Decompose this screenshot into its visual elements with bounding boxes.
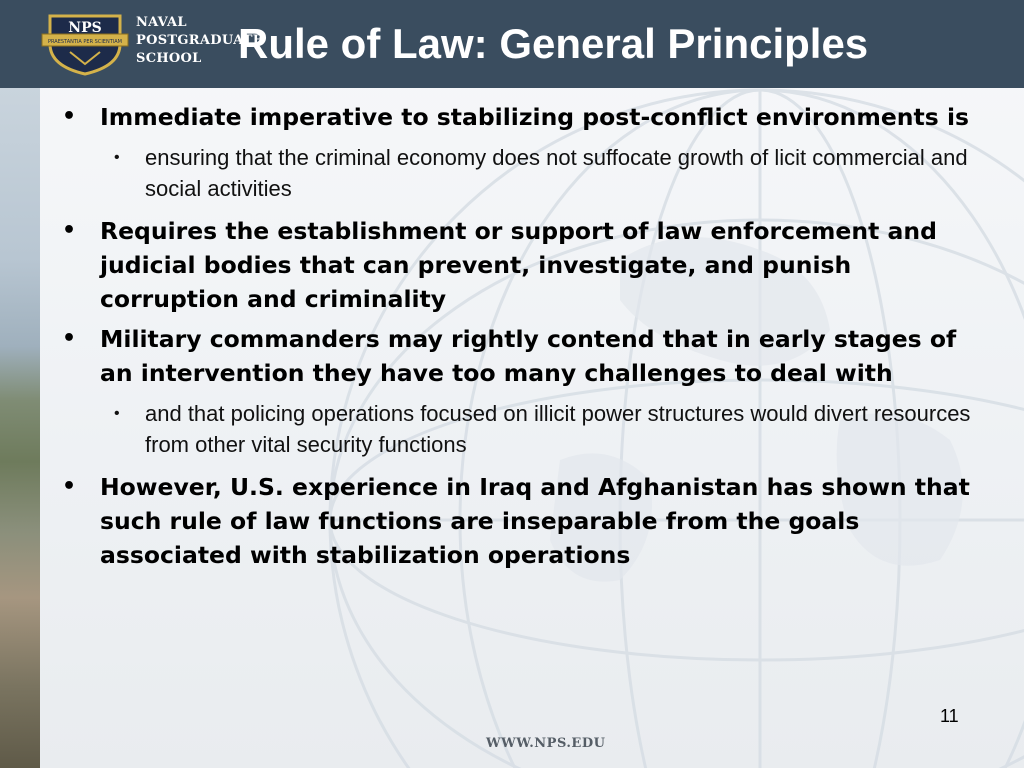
sub-bullet-text: and that policing operations focused on illicit power structures would divert resources from other vital security functions bbox=[145, 401, 971, 457]
bullet-icon: • bbox=[62, 474, 77, 499]
school-name-line: POSTGRADUATE bbox=[136, 33, 263, 48]
bullet-item bbox=[60, 322, 980, 390]
bullet-icon: • bbox=[62, 326, 77, 351]
nps-shield-icon bbox=[40, 8, 130, 78]
campus-photo-strip bbox=[0, 88, 40, 768]
page-number: 11 bbox=[940, 706, 959, 726]
school-name-line: NAVAL bbox=[136, 15, 187, 30]
bullet-item bbox=[60, 100, 980, 134]
school-name-line: SCHOOL bbox=[136, 51, 202, 66]
sub-bullet-icon: • bbox=[114, 405, 120, 422]
bullet-icon: • bbox=[62, 104, 77, 129]
bullet-icon: • bbox=[62, 218, 77, 243]
header-bar bbox=[0, 0, 1024, 88]
logo-text: NPS bbox=[68, 20, 102, 36]
bullet-list bbox=[60, 100, 980, 578]
sub-bullet-item bbox=[60, 142, 980, 204]
bullet-text: Military commanders may rightly contend that in early stages of an intervention they have too many challenges to deal with bbox=[100, 325, 957, 387]
bullet-text: Immediate imperative to stabilizing post-conflict environments is bbox=[100, 103, 969, 131]
slide-title: Rule of Law: General Principles bbox=[238, 20, 869, 67]
bullet-item bbox=[60, 470, 980, 572]
bullet-item bbox=[60, 214, 980, 316]
logo-motto: PRAESTANTIA PER SCIENTIAM bbox=[48, 39, 122, 45]
footer-url: WWW.NPS.EDU bbox=[486, 736, 606, 751]
bullet-text: However, U.S. experience in Iraq and Afghanistan has shown that such rule of law functions are inseparable from the goals associated with stabilization operations bbox=[100, 473, 970, 569]
sub-bullet-icon: • bbox=[114, 149, 120, 166]
sub-bullet-item bbox=[60, 398, 980, 460]
sub-bullet-text: ensuring that the criminal economy does not suffocate growth of licit commercial and social activities bbox=[145, 145, 968, 201]
nps-logo bbox=[40, 8, 263, 80]
bullet-text: Requires the establishment or support of law enforcement and judicial bodies that can prevent, investigate, and punish corruption and criminality bbox=[100, 217, 937, 313]
